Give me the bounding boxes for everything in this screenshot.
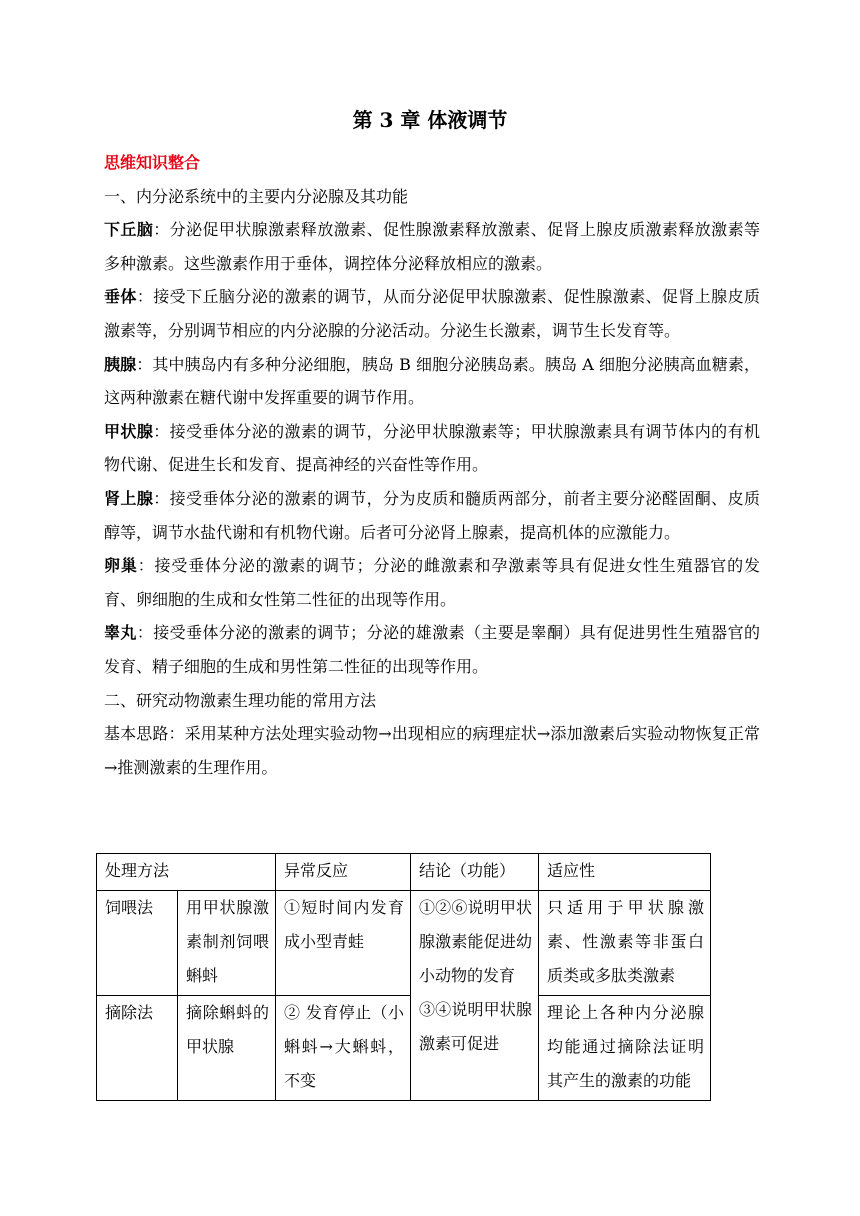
table-header-row (97, 854, 711, 891)
content-body (104, 146, 760, 784)
gland-separator: ： (136, 623, 154, 643)
method-detail-cell: 用甲状腺激素制剂饲喂蝌蚪 (178, 891, 276, 996)
chapter-title: 第 3 章 体液调节 (352, 108, 508, 132)
gland-paragraph-adrenal (104, 482, 760, 549)
gland-name: 睾丸 (104, 623, 137, 643)
gland-text: 接受垂体分泌的激素的调节，分为皮质和髓质两部分，前者主要分泌醛固酮、皮质醇等，调节水盐代谢和有机物代谢。后者可分泌肾上腺素，提高机体的应激能力。 (104, 488, 760, 542)
gland-separator: ： (136, 287, 154, 307)
gland-name: 甲状腺 (104, 421, 154, 441)
gland-paragraph-pituitary (104, 280, 760, 347)
gland-separator: ： (137, 556, 155, 576)
gland-separator: ： (136, 354, 153, 374)
section-heading: 思维知识整合 (104, 153, 201, 172)
gland-separator: ： (153, 421, 170, 441)
basic-idea-paragraph: 基本思路：采用某种方法处理实验动物→出现相应的病理症状→添加激素后实验动物恢复正常→推测激素的生理作用。 (104, 724, 760, 777)
gland-paragraph-hypothalamus (104, 213, 760, 280)
gland-paragraph-ovary (104, 549, 760, 616)
reaction-cell: ①短时间内发育成小型青蛙 (276, 891, 411, 996)
part2-heading: 二、研究动物激素生理功能的常用方法 (104, 690, 377, 710)
method-cell: 饲喂法 (97, 891, 178, 996)
part1-heading: 一、内分泌系统中的主要内分泌腺及其功能 (104, 186, 409, 206)
table-row (97, 996, 711, 1101)
gland-name: 肾上腺 (104, 488, 154, 508)
conclusion-cell: ①②⑥说明甲状腺激素能促进幼小动物的发育 ③④说明甲状腺激素可促进 (411, 891, 539, 1101)
gland-paragraph-thyroid (104, 415, 760, 482)
gland-name: 卵巢 (104, 556, 138, 576)
gland-text: 接受垂体分泌的激素的调节；分泌的雌激素和孕激素等具有促进女性生殖器官的发育、卵细胞的生成和女性第二性征的出现等作用。 (104, 556, 760, 609)
gland-text: 分泌促甲状腺激素释放激素、促性腺激素释放激素、促肾上腺皮质激素释放激素等多种激素。这些激素作用于垂体，调控体分泌释放相应的激素。 (104, 220, 760, 273)
header-cell-method: 处理方法 (97, 854, 276, 891)
gland-text: 接受垂体分泌的激素的调节；分泌的雄激素（主要是睾酮）具有促进男性生殖器官的发育、精子细胞的生成和男性第二性征的出现等作用。 (104, 623, 760, 676)
methods-table (96, 853, 711, 1101)
suitability-cell: 只适用于甲状腺激素、性激素等非蛋白质类或多肽类激素 (539, 891, 711, 996)
gland-paragraph-testis (104, 616, 760, 683)
header-cell-suitability: 适应性 (539, 854, 711, 891)
table-row (97, 891, 711, 996)
method-cell: 摘除法 (97, 996, 178, 1101)
gland-text: 其中胰岛内有多种分泌细胞，胰岛 B 细胞分泌胰岛素。胰岛 A 细胞分泌胰高血糖素，这两种激素在糖代谢中发挥重要的调节作用。 (104, 354, 760, 408)
gland-name: 胰腺 (104, 354, 137, 374)
gland-paragraph-pancreas (104, 348, 760, 415)
header-cell-reaction: 异常反应 (276, 854, 411, 891)
gland-text: 接受垂体分泌的激素的调节，分泌甲状腺激素等；甲状腺激素具有调节体内的有机物代谢、促进生长和发育、提高神经的兴奋性等作用。 (104, 421, 760, 475)
header-cell-conclusion: 结论（功能） (411, 854, 539, 891)
gland-name: 下丘脑 (104, 220, 154, 240)
suitability-cell: 理论上各种内分泌腺均能通过摘除法证明其产生的激素的功能 (539, 996, 711, 1101)
method-detail-cell: 摘除蝌蚪的甲状腺 (178, 996, 276, 1101)
gland-name: 垂体 (104, 287, 137, 307)
gland-separator: ： (153, 488, 170, 508)
gland-text: 接受下丘脑分泌的激素的调节，从而分泌促甲状腺激素、促性腺激素、促肾上腺皮质激素等，分别调节相应的内分泌腺的分泌活动。分泌生长激素，调节生长发育等。 (104, 287, 760, 340)
reaction-cell: ② 发育停止（小蝌蚪→大蝌蚪，不变 (276, 996, 411, 1101)
gland-separator: ： (153, 220, 170, 240)
